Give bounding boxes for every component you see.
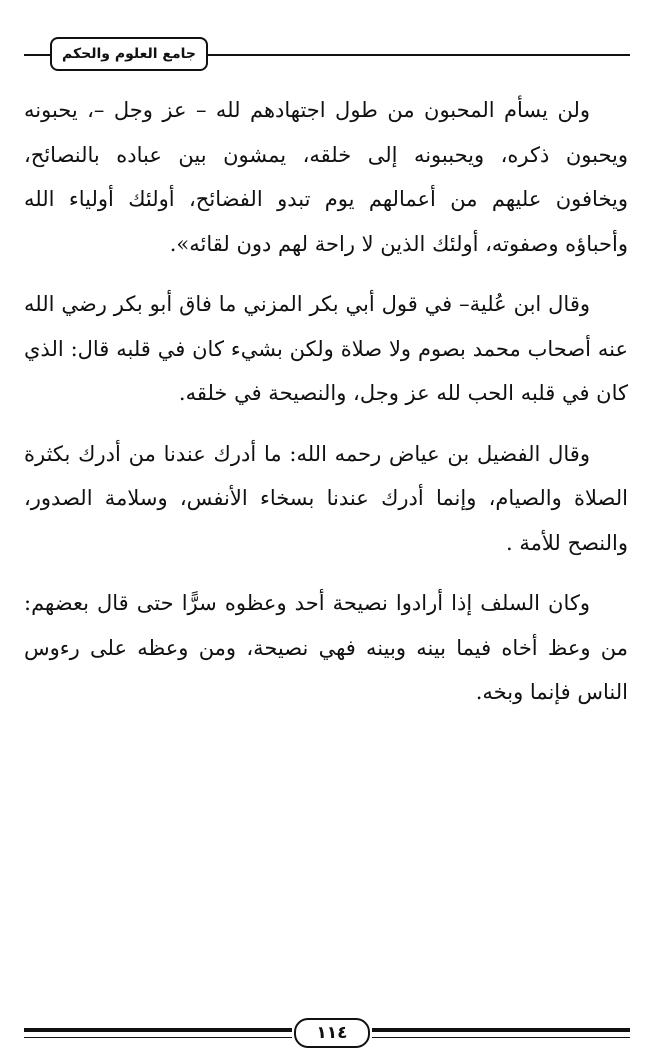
- footer-rule-left: [24, 1028, 292, 1038]
- footer-rule-right: [372, 1028, 630, 1038]
- header-rule-left: [24, 54, 50, 56]
- paragraph-2: وقال ابن عُلية– في قول أبي بكر المزني ما فاق أبو بكر رضي الله عنه أصحاب محمد بصوم ولا صلاة ولكن بشيء كان في قلبه قال: الذي كان في قلبه الحب لله عز وجل، والنصيحة في خلقه.: [24, 292, 628, 405]
- paragraph-4: وكان السلف إذا أرادوا نصيحة أحد وعظوه سرًّا حتى قال بعضهم: من وعظ أخاه فيما بينه وبينه فهي نصيحة، ومن وعظه على رءوس الناس فإنما وبخه.: [24, 591, 628, 704]
- book-title: جامع العلوم والحكم: [62, 46, 197, 62]
- paragraph-1: ولن يسأم المحبون من طول اجتهادهم لله – عز وجل –، يحبونه ويحبون ذكره، ويحببونه إلى خلقه، يمشون بين عباده بالنصائح، ويخافون عليهم من أعمالهم يوم تبدو الفضائح، أولئك أولياء الله وأحباؤه وصفوته، أولئك الذين لا راحة لهم دون لقائه».: [24, 98, 628, 256]
- header-title-box: [50, 37, 208, 71]
- page-body: [24, 88, 628, 731]
- running-header: [24, 37, 630, 71]
- header-rule-right: [208, 54, 630, 56]
- paragraph-3: وقال الفضيل بن عياض رحمه الله: ما أدرك عندنا من أدرك بكثرة الصلاة والصيام، وإنما أدرك عندنا بسخاء الأنفس، وسلامة الصدور، والنصح للأمة .: [24, 441, 628, 555]
- page-footer: [24, 1018, 630, 1048]
- page-number: ١١٤: [294, 1018, 370, 1048]
